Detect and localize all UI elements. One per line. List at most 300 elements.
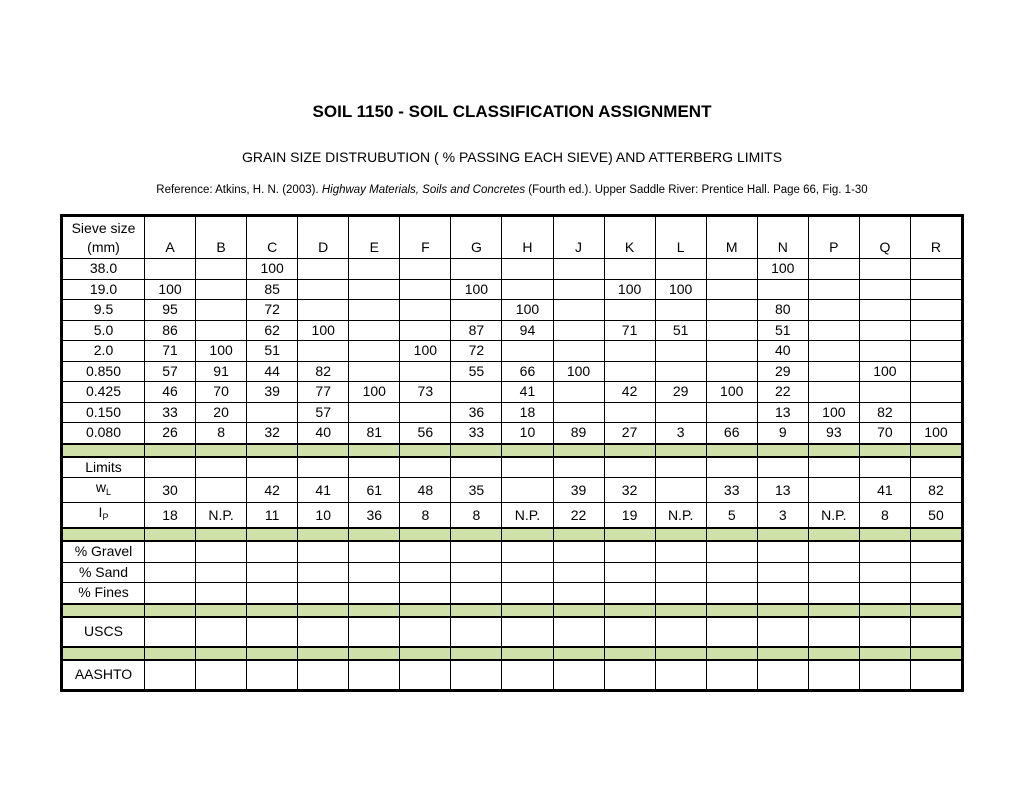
percent-passing-cell: 100 [604, 279, 655, 300]
uscs-cell-n [757, 617, 808, 647]
percent-passing-cell [349, 402, 400, 423]
percent-passing-cell: 94 [502, 320, 553, 341]
uscs-cell-f [400, 617, 451, 647]
sand-row-cell-r [910, 562, 961, 583]
uscs-cell-c [247, 617, 298, 647]
separator-4-cell-h [502, 647, 553, 660]
reference-book-title: Highway Materials, Soils and Concretes [321, 184, 526, 196]
percent-passing-cell [553, 279, 604, 300]
percent-passing-cell [400, 320, 451, 341]
uscs-cell-a [145, 617, 196, 647]
liquid-limit-row-value-cell: 61 [349, 478, 400, 503]
separator-2-cell-n [757, 528, 808, 541]
separator-2-cell [63, 528, 145, 541]
separator-3-cell-q [859, 604, 910, 617]
percent-passing-cell [298, 300, 349, 321]
separator-4-cell-f [400, 647, 451, 660]
percent-passing-cell: 29 [655, 382, 706, 403]
percent-passing-cell: 39 [247, 382, 298, 403]
percent-passing-cell [910, 361, 961, 382]
separator-2-cell-e [349, 528, 400, 541]
aashto-cell-q [859, 660, 910, 690]
aashto-cell-r [910, 660, 961, 690]
separator-3-cell-p [808, 604, 859, 617]
gravel-row-label: % Gravel [63, 541, 145, 562]
separator-2-cell-r [910, 528, 961, 541]
liquid-limit-row-value-cell: 35 [451, 478, 502, 503]
percent-passing-cell: 85 [247, 279, 298, 300]
percent-passing-cell [196, 259, 247, 280]
percent-passing-cell: 32 [247, 423, 298, 444]
page-title: SOIL 1150 - SOIL CLASSIFICATION ASSIGNMENT [312, 102, 712, 121]
sieve-row [63, 341, 962, 362]
liquid-limit-row-value-cell: 32 [604, 478, 655, 503]
sand-row [63, 562, 962, 583]
liquid-limit-row-label [63, 478, 145, 503]
separator-4-cell-b [196, 647, 247, 660]
aashto-cell-d [298, 660, 349, 690]
sieve-size-cell: 19.0 [63, 279, 145, 300]
plasticity-index-row-value-cell: N.P. [808, 503, 859, 529]
percent-passing-cell: 55 [451, 361, 502, 382]
separator-1-cell-h [502, 444, 553, 457]
percent-passing-cell [247, 402, 298, 423]
percent-passing-cell: 89 [553, 423, 604, 444]
percent-passing-cell [451, 300, 502, 321]
plasticity-index-row-value-cell: 11 [247, 503, 298, 529]
aashto-row [63, 660, 962, 690]
percent-passing-cell: 9 [757, 423, 808, 444]
percent-passing-cell [808, 382, 859, 403]
aashto-cell-g [451, 660, 502, 690]
separator-3-cell-j [553, 604, 604, 617]
sieve-row [63, 361, 962, 382]
sand-row-cell-l [655, 562, 706, 583]
percent-passing-cell: 91 [196, 361, 247, 382]
gravel-row-cell-a [145, 541, 196, 562]
percent-passing-cell [859, 341, 910, 362]
percent-passing-cell [859, 279, 910, 300]
uscs-cell-k [604, 617, 655, 647]
separator-3-cell-k [604, 604, 655, 617]
liquid-limit-row-value-cell [655, 478, 706, 503]
sieve-size-label: Sieve size [71, 220, 136, 236]
limits-cell-p [808, 457, 859, 478]
gravel-row-cell-r [910, 541, 961, 562]
gravel-row-cell-d [298, 541, 349, 562]
separator-2-cell-g [451, 528, 502, 541]
aashto-cell-b [196, 660, 247, 690]
liquid-limit-row-symbol: w [95, 479, 107, 495]
percent-passing-cell: 51 [757, 320, 808, 341]
percent-passing-cell [706, 341, 757, 362]
percent-passing-cell: 71 [145, 341, 196, 362]
percent-passing-cell: 82 [298, 361, 349, 382]
separator-3-cell-a [145, 604, 196, 617]
percent-passing-cell [910, 341, 961, 362]
sand-row-cell-f [400, 562, 451, 583]
aashto-cell-e [349, 660, 400, 690]
plasticity-index-row-value-cell: 8 [400, 503, 451, 529]
separator-2-cell-p [808, 528, 859, 541]
separator-1-cell-g [451, 444, 502, 457]
liquid-limit-row-value-cell: 13 [757, 478, 808, 503]
aashto-cell-n [757, 660, 808, 690]
percent-passing-cell [859, 300, 910, 321]
separator-1 [63, 444, 962, 457]
separator-4-cell-l [655, 647, 706, 660]
percent-passing-cell [910, 279, 961, 300]
column-header-k: K [604, 217, 655, 259]
column-header-f: F [400, 217, 451, 259]
separator-2 [63, 528, 962, 541]
percent-passing-cell: 93 [808, 423, 859, 444]
percent-passing-cell [400, 259, 451, 280]
percent-passing-cell: 100 [502, 300, 553, 321]
percent-passing-cell [808, 259, 859, 280]
gravel-row-cell-j [553, 541, 604, 562]
sieve-size-cell: 0.850 [63, 361, 145, 382]
percent-passing-cell: 41 [502, 382, 553, 403]
percent-passing-cell [604, 259, 655, 280]
uscs-cell-j [553, 617, 604, 647]
percent-passing-cell: 100 [247, 259, 298, 280]
separator-4-cell [63, 647, 145, 660]
plasticity-index-row-subscript: P [102, 512, 109, 522]
uscs-cell-g [451, 617, 502, 647]
liquid-limit-row-value-cell: 42 [247, 478, 298, 503]
plasticity-index-row-value-cell: N.P. [655, 503, 706, 529]
sieve-row [63, 382, 962, 403]
separator-2-cell-j [553, 528, 604, 541]
separator-3-cell-b [196, 604, 247, 617]
column-header-j: J [553, 217, 604, 259]
percent-passing-cell: 100 [859, 361, 910, 382]
percent-passing-cell [859, 259, 910, 280]
sieve-size-cell: 0.425 [63, 382, 145, 403]
percent-passing-cell [349, 300, 400, 321]
percent-passing-cell: 70 [859, 423, 910, 444]
percent-passing-cell: 46 [145, 382, 196, 403]
percent-passing-cell [196, 320, 247, 341]
fines-row-cell-n [757, 583, 808, 604]
separator-1-cell-e [349, 444, 400, 457]
percent-passing-cell: 100 [145, 279, 196, 300]
liquid-limit-row-value-cell: 48 [400, 478, 451, 503]
percent-passing-cell [859, 320, 910, 341]
liquid-limit-row [63, 478, 962, 503]
fines-row [63, 583, 962, 604]
sieve-unit-label: (mm) [87, 239, 120, 255]
limits-cell-a [145, 457, 196, 478]
sieve-size-cell: 38.0 [63, 259, 145, 280]
percent-passing-cell [400, 361, 451, 382]
percent-passing-cell [145, 259, 196, 280]
separator-1-cell-j [553, 444, 604, 457]
percent-passing-cell [910, 382, 961, 403]
limits-cell-r [910, 457, 961, 478]
percent-passing-cell [451, 259, 502, 280]
separator-2-cell-d [298, 528, 349, 541]
percent-passing-cell [859, 382, 910, 403]
plasticity-index-row-value-cell: 36 [349, 503, 400, 529]
percent-passing-cell [553, 341, 604, 362]
percent-passing-cell [553, 300, 604, 321]
fines-row-cell-m [706, 583, 757, 604]
uscs-cell-q [859, 617, 910, 647]
separator-4-cell-e [349, 647, 400, 660]
percent-passing-cell: 100 [706, 382, 757, 403]
limits-cell-e [349, 457, 400, 478]
separator-1-cell-k [604, 444, 655, 457]
fines-row-label: % Fines [63, 583, 145, 604]
limits-cell-d [298, 457, 349, 478]
plasticity-index-row-value-cell: 3 [757, 503, 808, 529]
percent-passing-cell [349, 279, 400, 300]
fines-row-cell-a [145, 583, 196, 604]
liquid-limit-row-value-cell: 41 [298, 478, 349, 503]
separator-1-cell-m [706, 444, 757, 457]
percent-passing-cell: 81 [349, 423, 400, 444]
percent-passing-cell [451, 382, 502, 403]
liquid-limit-row-value-cell [808, 478, 859, 503]
uscs-cell-h [502, 617, 553, 647]
column-header-d: D [298, 217, 349, 259]
fines-row-cell-r [910, 583, 961, 604]
separator-2-cell-c [247, 528, 298, 541]
aashto-cell-m [706, 660, 757, 690]
liquid-limit-row-value-cell [502, 478, 553, 503]
sand-row-cell-p [808, 562, 859, 583]
percent-passing-cell: 100 [196, 341, 247, 362]
plasticity-index-row-value-cell: 5 [706, 503, 757, 529]
sand-row-cell-m [706, 562, 757, 583]
percent-passing-cell [553, 382, 604, 403]
sieve-size-cell: 5.0 [63, 320, 145, 341]
fines-row-cell-k [604, 583, 655, 604]
aashto-cell-l [655, 660, 706, 690]
uscs-cell-b [196, 617, 247, 647]
percent-passing-cell: 100 [553, 361, 604, 382]
liquid-limit-row-value-cell: 30 [145, 478, 196, 503]
percent-passing-cell [196, 300, 247, 321]
percent-passing-cell [655, 259, 706, 280]
fines-row-cell-c [247, 583, 298, 604]
percent-passing-cell: 33 [145, 402, 196, 423]
fines-row-cell-l [655, 583, 706, 604]
percent-passing-cell: 71 [604, 320, 655, 341]
uscs-cell-d [298, 617, 349, 647]
percent-passing-cell: 100 [808, 402, 859, 423]
aashto-cell-h [502, 660, 553, 690]
percent-passing-cell [706, 279, 757, 300]
percent-passing-cell: 33 [451, 423, 502, 444]
percent-passing-cell: 66 [706, 423, 757, 444]
percent-passing-cell [400, 300, 451, 321]
percent-passing-cell [808, 341, 859, 362]
fines-row-cell-g [451, 583, 502, 604]
limits-cell-f [400, 457, 451, 478]
plasticity-index-row-value-cell: 8 [859, 503, 910, 529]
plasticity-index-row-value-cell: 8 [451, 503, 502, 529]
fines-row-cell-j [553, 583, 604, 604]
percent-passing-cell: 44 [247, 361, 298, 382]
percent-passing-cell [655, 300, 706, 321]
separator-2-cell-b [196, 528, 247, 541]
column-header-b: B [196, 217, 247, 259]
uscs-cell-p [808, 617, 859, 647]
percent-passing-cell [349, 259, 400, 280]
percent-passing-cell [604, 300, 655, 321]
percent-passing-cell: 29 [757, 361, 808, 382]
percent-passing-cell [910, 300, 961, 321]
sand-row-label: % Sand [63, 562, 145, 583]
separator-4-cell-c [247, 647, 298, 660]
sand-row-cell-n [757, 562, 808, 583]
percent-passing-cell: 20 [196, 402, 247, 423]
percent-passing-cell: 26 [145, 423, 196, 444]
separator-2-cell-a [145, 528, 196, 541]
percent-passing-cell: 95 [145, 300, 196, 321]
plasticity-index-row-value-cell: 19 [604, 503, 655, 529]
percent-passing-cell [655, 361, 706, 382]
fines-row-cell-h [502, 583, 553, 604]
header-row [63, 217, 962, 259]
separator-2-cell-l [655, 528, 706, 541]
percent-passing-cell: 82 [859, 402, 910, 423]
percent-passing-cell: 13 [757, 402, 808, 423]
percent-passing-cell: 73 [400, 382, 451, 403]
percent-passing-cell [553, 320, 604, 341]
fines-row-cell-d [298, 583, 349, 604]
column-header-g: G [451, 217, 502, 259]
gravel-row-cell-b [196, 541, 247, 562]
percent-passing-cell [910, 402, 961, 423]
separator-3-cell-c [247, 604, 298, 617]
separator-4-cell-n [757, 647, 808, 660]
fines-row-cell-b [196, 583, 247, 604]
percent-passing-cell: 57 [298, 402, 349, 423]
percent-passing-cell: 22 [757, 382, 808, 403]
plasticity-index-row [63, 503, 962, 529]
percent-passing-cell: 86 [145, 320, 196, 341]
gravel-row [63, 541, 962, 562]
percent-passing-cell [910, 320, 961, 341]
sand-row-cell-j [553, 562, 604, 583]
reference-prefix: Reference: Atkins, H. N. (2003). [156, 184, 322, 196]
separator-1-cell-d [298, 444, 349, 457]
reference-suffix: (Fourth ed.). Upper Saddle River: Prentice Hall. Page 66, Fig. 1-30 [525, 184, 868, 196]
separator-1-cell-c [247, 444, 298, 457]
sieve-row [63, 259, 962, 280]
percent-passing-cell [706, 361, 757, 382]
separator-3-cell-e [349, 604, 400, 617]
separator-4-cell-d [298, 647, 349, 660]
percent-passing-cell [655, 341, 706, 362]
plasticity-index-row-value-cell: N.P. [502, 503, 553, 529]
limits-cell-b [196, 457, 247, 478]
uscs-label: USCS [63, 617, 145, 647]
uscs-cell-m [706, 617, 757, 647]
gravel-row-cell-f [400, 541, 451, 562]
gravel-row-cell-n [757, 541, 808, 562]
separator-2-cell-m [706, 528, 757, 541]
plasticity-index-row-value-cell: 10 [298, 503, 349, 529]
percent-passing-cell: 100 [298, 320, 349, 341]
plasticity-index-row-value-cell: 22 [553, 503, 604, 529]
column-header-n: N [757, 217, 808, 259]
sand-row-cell-q [859, 562, 910, 583]
soil-data-table [62, 216, 962, 690]
column-header-r: R [910, 217, 961, 259]
separator-1-cell-r [910, 444, 961, 457]
column-header-e: E [349, 217, 400, 259]
percent-passing-cell [910, 259, 961, 280]
separator-4-cell-r [910, 647, 961, 660]
column-header-a: A [145, 217, 196, 259]
sand-row-cell-a [145, 562, 196, 583]
gravel-row-cell-l [655, 541, 706, 562]
separator-2-cell-k [604, 528, 655, 541]
limits-cell-m [706, 457, 757, 478]
percent-passing-cell [706, 402, 757, 423]
separator-3-cell-h [502, 604, 553, 617]
percent-passing-cell [298, 259, 349, 280]
plasticity-index-row-value-cell: 50 [910, 503, 961, 529]
percent-passing-cell: 66 [502, 361, 553, 382]
sieve-row [63, 279, 962, 300]
gravel-row-cell-q [859, 541, 910, 562]
percent-passing-cell [298, 341, 349, 362]
limits-cell-l [655, 457, 706, 478]
separator-2-cell-q [859, 528, 910, 541]
separator-4-cell-p [808, 647, 859, 660]
percent-passing-cell: 51 [655, 320, 706, 341]
percent-passing-cell [808, 320, 859, 341]
percent-passing-cell [604, 341, 655, 362]
percent-passing-cell: 56 [400, 423, 451, 444]
separator-1-cell-n [757, 444, 808, 457]
percent-passing-cell: 62 [247, 320, 298, 341]
separator-1-cell-f [400, 444, 451, 457]
column-header-h: H [502, 217, 553, 259]
percent-passing-cell: 42 [604, 382, 655, 403]
sand-row-cell-h [502, 562, 553, 583]
percent-passing-cell [553, 402, 604, 423]
gravel-row-cell-e [349, 541, 400, 562]
percent-passing-cell: 72 [451, 341, 502, 362]
sand-row-cell-g [451, 562, 502, 583]
aashto-cell-j [553, 660, 604, 690]
separator-4-cell-m [706, 647, 757, 660]
separator-3-cell-l [655, 604, 706, 617]
percent-passing-cell: 100 [451, 279, 502, 300]
plasticity-index-row-label [63, 503, 145, 529]
sieve-size-header [63, 217, 145, 259]
percent-passing-cell [502, 259, 553, 280]
limits-cell-j [553, 457, 604, 478]
separator-1-cell-p [808, 444, 859, 457]
column-header-q: Q [859, 217, 910, 259]
separator-4-cell-k [604, 647, 655, 660]
column-header-l: L [655, 217, 706, 259]
separator-3-cell-r [910, 604, 961, 617]
column-header-p: P [808, 217, 859, 259]
percent-passing-cell [706, 320, 757, 341]
percent-passing-cell: 57 [145, 361, 196, 382]
sieve-row [63, 402, 962, 423]
separator-1-cell-a [145, 444, 196, 457]
